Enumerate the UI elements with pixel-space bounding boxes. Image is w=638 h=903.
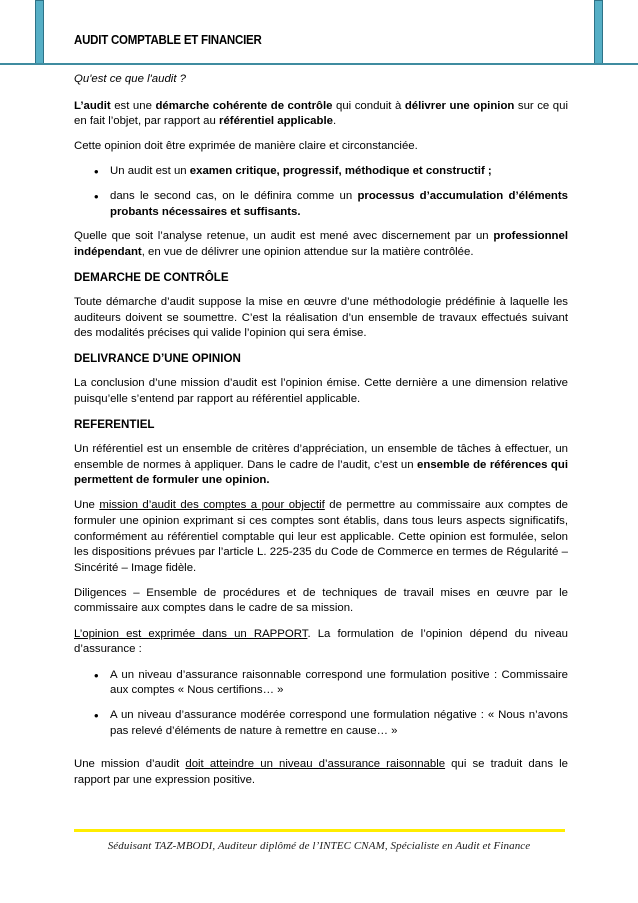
definition-emphasis-1: démarche cohérente de contrôle xyxy=(155,99,333,112)
paragraph-demarche: Toute démarche d’audit suppose la mise en œuvre d’une méthodologie prédéfinie à laquelle les auditeurs doivent se soumettre. C’est la réalisation d’un ensemble de travaux effectués suivant des modalités précises qui valide l’opinion qui sera émise. xyxy=(74,295,568,340)
paragraph-conclusion xyxy=(74,757,568,788)
paragraph-independent-professional xyxy=(74,229,568,260)
bullet-list-audit-definitions xyxy=(74,164,568,220)
list-item xyxy=(74,189,568,220)
list-item-text: A un niveau d’assurance raisonnable correspond une formulation positive : Commissaire aux comptes « Nous certifions… » xyxy=(110,668,568,697)
section-heading-demarche: DEMARCHE DE CONTRÔLE xyxy=(74,270,229,284)
conclusion-underlined-phrase: doit atteindre un niveau d’assurance raisonnable xyxy=(185,758,446,771)
paragraph-diligences: Diligences – Ensemble de procédures et de techniques de travail mises en œuvre par le commissaire aux comptes dans le cadre de sa mission. xyxy=(74,586,568,615)
definition-text-1: est une xyxy=(110,99,156,112)
list-item-text: A un niveau d’assurance modérée correspond une formulation négative : « Nous n’avons pas relevé d’éléments de nature à remettre en cause… » xyxy=(110,708,568,737)
list-item xyxy=(74,708,568,739)
paragraph-opinion-clarity: Cette opinion doit être exprimée de manière claire et circonstanciée. xyxy=(74,140,418,153)
section-heading-delivrance: DELIVRANCE D’UNE OPINION xyxy=(74,352,241,366)
definition-text-4: . xyxy=(332,115,337,128)
header-accent-bar-right xyxy=(594,0,603,65)
mission-underlined-phrase: mission d’audit des comptes a pour objectif xyxy=(99,499,325,512)
paragraph-mission-objectif xyxy=(74,498,568,576)
conclusion-text-1: Une mission d’audit xyxy=(74,758,186,771)
bullet-list-assurance-levels xyxy=(74,668,568,739)
bullet-dot-icon: • xyxy=(94,164,99,180)
paragraph-referentiel xyxy=(74,442,568,489)
paragraph-rapport xyxy=(74,627,568,658)
bullet-dot-icon: • xyxy=(94,707,99,723)
list-item-text-plain: Un audit est un xyxy=(110,165,190,178)
page-header xyxy=(0,0,638,66)
professional-text-1: Quelle que soit l’analyse retenue, un audit est mené avec discernement par un xyxy=(74,230,494,243)
bullet-dot-icon: • xyxy=(94,188,99,204)
mission-text-1: Une xyxy=(74,499,100,512)
rapport-underlined-phrase: L’opinion est exprimée dans un RAPPORT xyxy=(74,627,308,640)
paragraph-definition xyxy=(74,99,568,130)
footer-author-credit: Séduisant TAZ-MBODI, Auditeur diplômé de l’INTEC CNAM, Spécialiste en Audit et Finance xyxy=(107,840,531,852)
paragraph-delivrance: La conclusion d’une mission d’audit est l’opinion émise. Cette dernière a une dimension relative puisqu’elle s’entend par rapport au référentiel applicable. xyxy=(74,377,568,405)
definition-emphasis-3: référentiel applicable xyxy=(219,115,333,128)
mission-text-2: de permettre au commissaire aux comptes de formuler une opinion exprimant si ces comptes sont établis, dans tous leurs aspects significatifs, conformément au référentiel comptable qui leur est applicable. Cette opinion est formulée, selon les dispositions prévues par l’article L. 225-235 du Code de Commerce en termes de Régularité – Sincérité – Image fidèle. xyxy=(74,499,568,574)
document-body xyxy=(74,72,568,798)
list-item xyxy=(74,164,568,180)
definition-term: L’audit xyxy=(74,99,111,112)
bullet-dot-icon: • xyxy=(94,667,99,683)
header-divider-rule xyxy=(0,63,638,65)
list-item-text-plain: dans le second cas, on le définira comme un xyxy=(110,189,358,202)
spacer xyxy=(74,748,568,757)
definition-emphasis-2: délivrer une opinion xyxy=(404,99,515,112)
referentiel-emphasis: ensemble de références qui permettent de formuler une opinion. xyxy=(74,458,569,487)
rapport-text: . La formulation de l’opinion dépend du niveau d’assurance : xyxy=(74,627,568,656)
referentiel-text-1: Un référentiel est un ensemble de critères d’appréciation, un ensemble de tâches à effectuer, un ensemble de normes à appliquer. Dans le cadre de l’audit, c’est un xyxy=(74,443,568,471)
list-item-text-bold: examen critique, progressif, méthodique et constructif ; xyxy=(189,165,492,178)
section-heading-referentiel: REFERENTIEL xyxy=(74,418,155,431)
conclusion-text-2: qui se traduit dans le rapport par une expression positive. xyxy=(74,758,568,786)
professional-text-2: , en vue de délivrer une opinion attendue sur la matière contrôlée. xyxy=(141,245,474,258)
lead-question: Qu'est ce que l'audit ? xyxy=(74,73,186,85)
document-title: AUDIT COMPTABLE ET FINANCIER xyxy=(74,33,262,47)
header-accent-bar-left xyxy=(35,0,44,65)
list-item-text-bold: processus d’accumulation d’éléments probants nécessaires et suffisants. xyxy=(110,189,568,218)
professional-emphasis: professionnel indépendant xyxy=(74,230,568,258)
list-item xyxy=(74,668,568,699)
definition-text-2: qui conduit à xyxy=(332,99,405,112)
footer-divider-rule xyxy=(74,829,565,832)
definition-text-3: sur ce qui en fait l’objet, par rapport au xyxy=(74,99,568,128)
